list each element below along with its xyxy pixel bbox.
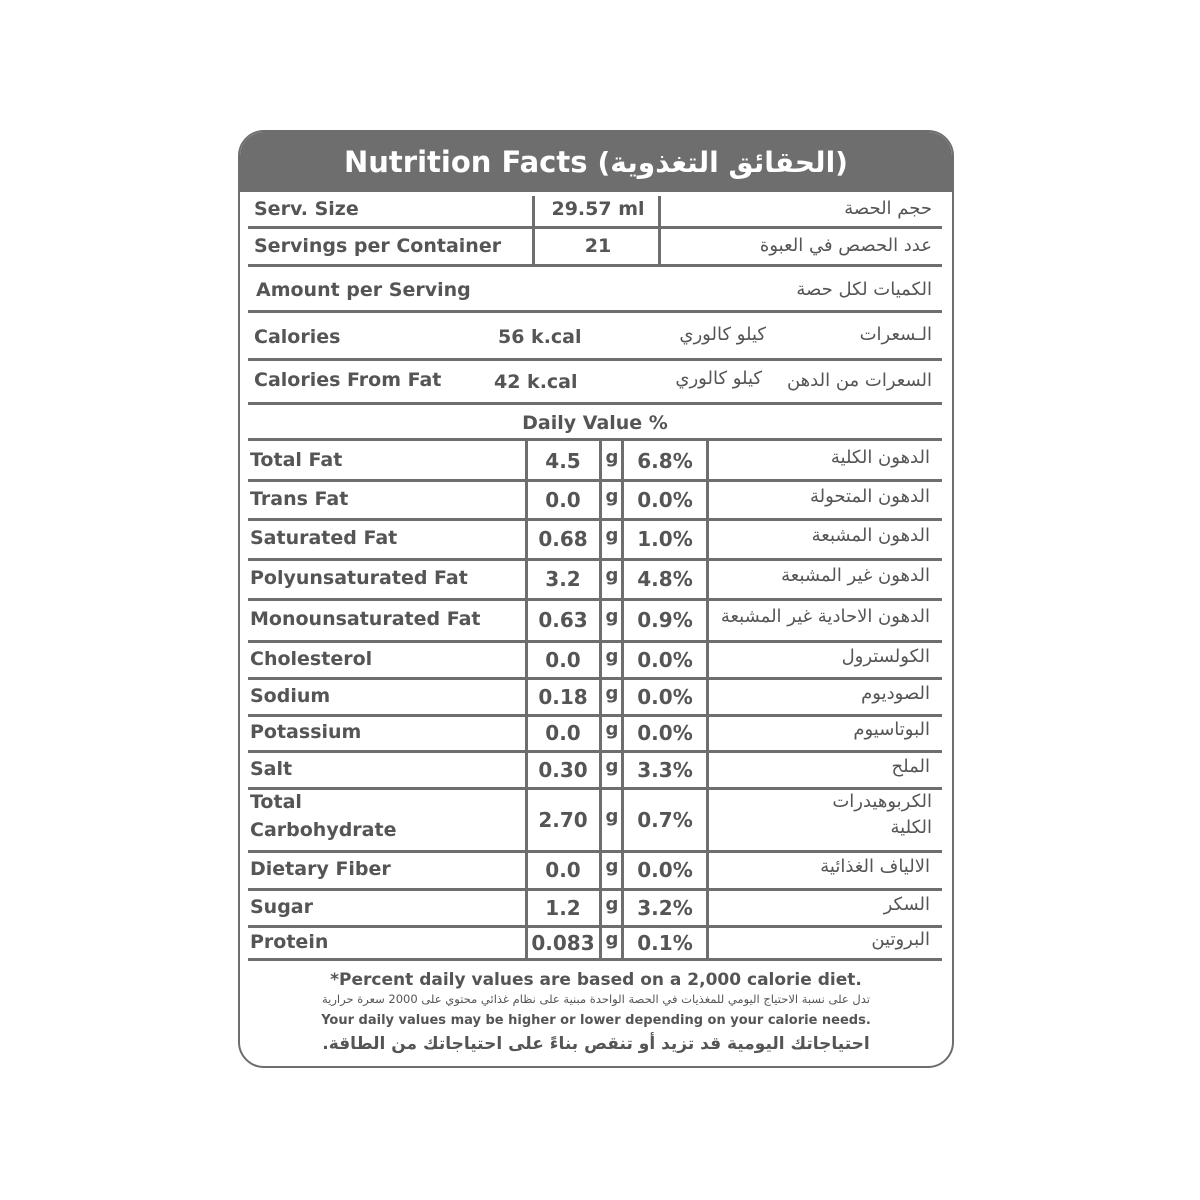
nutrient-row bbox=[248, 642, 942, 677]
amount-per-serving-label: Amount per Serving bbox=[256, 279, 471, 301]
calories-unit-ar: كيلو كالوري bbox=[679, 324, 766, 345]
nutrient-daily-value: 0.0% bbox=[637, 647, 693, 672]
nutrient-row bbox=[248, 752, 942, 787]
nutrient-name: Dietary Fiber bbox=[250, 858, 391, 880]
nutrient-unit: g bbox=[605, 893, 619, 915]
nutrient-name: Salt bbox=[250, 757, 293, 780]
nutrient-unit: g bbox=[605, 525, 619, 546]
calories-from-fat-unit-ar: كيلو كالوري bbox=[675, 368, 762, 389]
calories-from-fat-label-ar: السعرات من الدهن bbox=[786, 370, 932, 391]
nutrient-unit: g bbox=[605, 485, 619, 507]
nutrient-value: 0.0 bbox=[545, 487, 581, 512]
footer-line-1: *Percent daily values are based on a 2,000 calorie diet. bbox=[330, 970, 862, 990]
divider bbox=[248, 264, 942, 267]
nutrient-unit: g bbox=[605, 719, 619, 740]
servings-per-container-label: Servings per Container bbox=[254, 235, 502, 257]
nutrient-row bbox=[248, 679, 942, 714]
nutrient-value: 0.18 bbox=[538, 684, 588, 709]
nutrient-name: Total Fat bbox=[250, 449, 343, 471]
nutrient-unit: g bbox=[605, 928, 619, 950]
nutrient-value: 3.2 bbox=[545, 567, 581, 591]
nutrient-name: Trans Fat bbox=[250, 487, 349, 510]
nutrient-name-ar: الدهون غير المشبعة bbox=[781, 565, 930, 586]
nutrient-name: Total bbox=[250, 791, 302, 813]
nutrient-name: Cholesterol bbox=[250, 647, 373, 670]
nutrient-row bbox=[248, 481, 942, 518]
nutrient-daily-value: 4.8% bbox=[637, 567, 693, 591]
nutrient-unit: g bbox=[605, 645, 619, 667]
nutrient-name: Polyunsaturated Fat bbox=[250, 567, 468, 589]
divider bbox=[621, 438, 624, 958]
nutrient-name: Sugar bbox=[250, 895, 314, 918]
nutrient-name-ar: الدهون المتحولة bbox=[809, 485, 930, 507]
nutrient-row bbox=[248, 789, 942, 850]
nutrient-row bbox=[248, 600, 942, 640]
footer-line-4-ar: احتياجاتك اليومية قد تزيد أو تنقص بناءً على احتياجاتك من الطاقة. bbox=[322, 1034, 870, 1054]
divider bbox=[532, 196, 535, 266]
nutrient-value: 4.5 bbox=[545, 449, 581, 473]
calories-from-fat-value: 42 k.cal bbox=[494, 371, 578, 393]
nutrient-row bbox=[248, 852, 942, 888]
nutrient-value: 1.2 bbox=[545, 895, 581, 920]
nutrient-value: 0.0 bbox=[545, 858, 581, 882]
nutrient-unit: g bbox=[605, 565, 619, 586]
nutrient-daily-value: 0.0% bbox=[637, 684, 693, 709]
nutrient-daily-value: 0.0% bbox=[637, 858, 693, 882]
servings-per-container-label-ar: عدد الحصص في العبوة bbox=[759, 235, 932, 256]
nutrient-daily-value: 0.7% bbox=[637, 807, 693, 832]
nutrient-unit: g bbox=[605, 682, 619, 704]
calories-label-ar: الـسعرات bbox=[859, 324, 932, 345]
nutrient-daily-value: 0.0% bbox=[637, 721, 693, 745]
title-bar bbox=[240, 132, 952, 192]
nutrient-row bbox=[248, 560, 942, 598]
nutrient-unit: g bbox=[605, 755, 619, 777]
title-english: Nutrition Facts bbox=[344, 145, 588, 179]
nutrient-daily-value: 6.8% bbox=[637, 449, 693, 473]
calories-from-fat-label: Calories From Fat bbox=[254, 369, 442, 391]
nutrient-name-ar: البوتاسيوم bbox=[853, 719, 930, 740]
nutrient-name-ar: الكربوهيدرات bbox=[832, 791, 932, 812]
calories-value: 56 k.cal bbox=[498, 326, 582, 348]
nutrient-value: 0.30 bbox=[538, 757, 588, 782]
nutrient-name: Saturated Fat bbox=[250, 527, 398, 549]
nutrient-value: 2.70 bbox=[538, 807, 588, 832]
serving-size-label-ar: حجم الحصة bbox=[844, 198, 932, 219]
nutrient-daily-value: 0.1% bbox=[637, 930, 693, 955]
footer-line-3: Your daily values may be higher or lower depending on your calorie needs. bbox=[321, 1013, 871, 1028]
nutrient-unit: g bbox=[605, 447, 619, 468]
nutrient-unit: g bbox=[605, 805, 619, 827]
nutrient-value: 0.63 bbox=[538, 608, 588, 632]
divider bbox=[248, 438, 942, 441]
nutrient-daily-value: 3.3% bbox=[637, 757, 693, 782]
nutrient-name: Protein bbox=[250, 930, 329, 953]
nutrient-row bbox=[248, 927, 942, 958]
nutrient-value: 0.0 bbox=[545, 647, 581, 672]
nutrient-row bbox=[248, 520, 942, 558]
divider bbox=[525, 438, 528, 958]
nutrient-name: Monounsaturated Fat bbox=[250, 608, 481, 630]
divider bbox=[248, 226, 942, 229]
nutrient-daily-value: 1.0% bbox=[637, 527, 693, 551]
amount-per-serving-label-ar: الكميات لكل حصة bbox=[796, 279, 932, 300]
nutrient-name-ar: الكولسترول bbox=[841, 645, 930, 667]
divider bbox=[706, 438, 709, 958]
nutrient-value: 0.083 bbox=[531, 930, 595, 955]
nutrition-facts-label bbox=[238, 130, 954, 1068]
divider bbox=[658, 196, 661, 266]
divider bbox=[248, 358, 942, 361]
nutrient-daily-value: 0.0% bbox=[637, 487, 693, 512]
divider bbox=[248, 402, 942, 405]
divider bbox=[248, 958, 942, 961]
servings-per-container-value: 21 bbox=[584, 235, 612, 257]
nutrient-name-ar: الملح bbox=[891, 755, 930, 777]
nutrient-value: 0.0 bbox=[545, 721, 581, 745]
title-arabic: (الحقائق التغذوية) bbox=[597, 145, 848, 179]
divider bbox=[599, 438, 602, 958]
nutrient-name-line-2: Carbohydrate bbox=[250, 819, 397, 841]
nutrient-row bbox=[248, 716, 942, 750]
nutrient-name: Potassium bbox=[250, 721, 362, 743]
serving-size-label: Serv. Size bbox=[254, 198, 359, 220]
serving-size-value: 29.57 ml bbox=[551, 198, 645, 220]
nutrient-name: Sodium bbox=[250, 684, 331, 707]
nutrient-name-ar: الدهون الكلية bbox=[830, 447, 930, 468]
divider bbox=[248, 310, 942, 313]
nutrient-row bbox=[248, 443, 942, 479]
nutrient-name-ar: الالياف الغذائية bbox=[820, 856, 930, 877]
nutrient-value: 0.68 bbox=[538, 527, 588, 551]
nutrient-name-ar: الدهون الاحادية غير المشبعة bbox=[720, 606, 930, 627]
nutrient-daily-value: 0.9% bbox=[637, 608, 693, 632]
nutrient-name-ar: الصوديوم bbox=[861, 682, 930, 704]
nutrient-row bbox=[248, 890, 942, 925]
footer-line-2-ar: تدل على نسبة الاحتياج اليومي للمغذيات في الحصة الواحدة مبنية على نظام غذائي محتوي على 2000 سعرة حرارية bbox=[321, 992, 871, 1006]
nutrient-name-ar: السكر bbox=[883, 893, 930, 915]
nutrient-name-ar: البروتين bbox=[871, 928, 930, 950]
calories-label: Calories bbox=[254, 326, 341, 348]
daily-value-header: Daily Value % bbox=[522, 412, 668, 434]
nutrient-name-ar-line-2: الكلية bbox=[890, 817, 932, 838]
nutrient-unit: g bbox=[605, 606, 619, 627]
nutrient-name-ar: الدهون المشبعة bbox=[811, 525, 930, 546]
nutrient-unit: g bbox=[605, 856, 619, 877]
nutrient-daily-value: 3.2% bbox=[637, 895, 693, 920]
